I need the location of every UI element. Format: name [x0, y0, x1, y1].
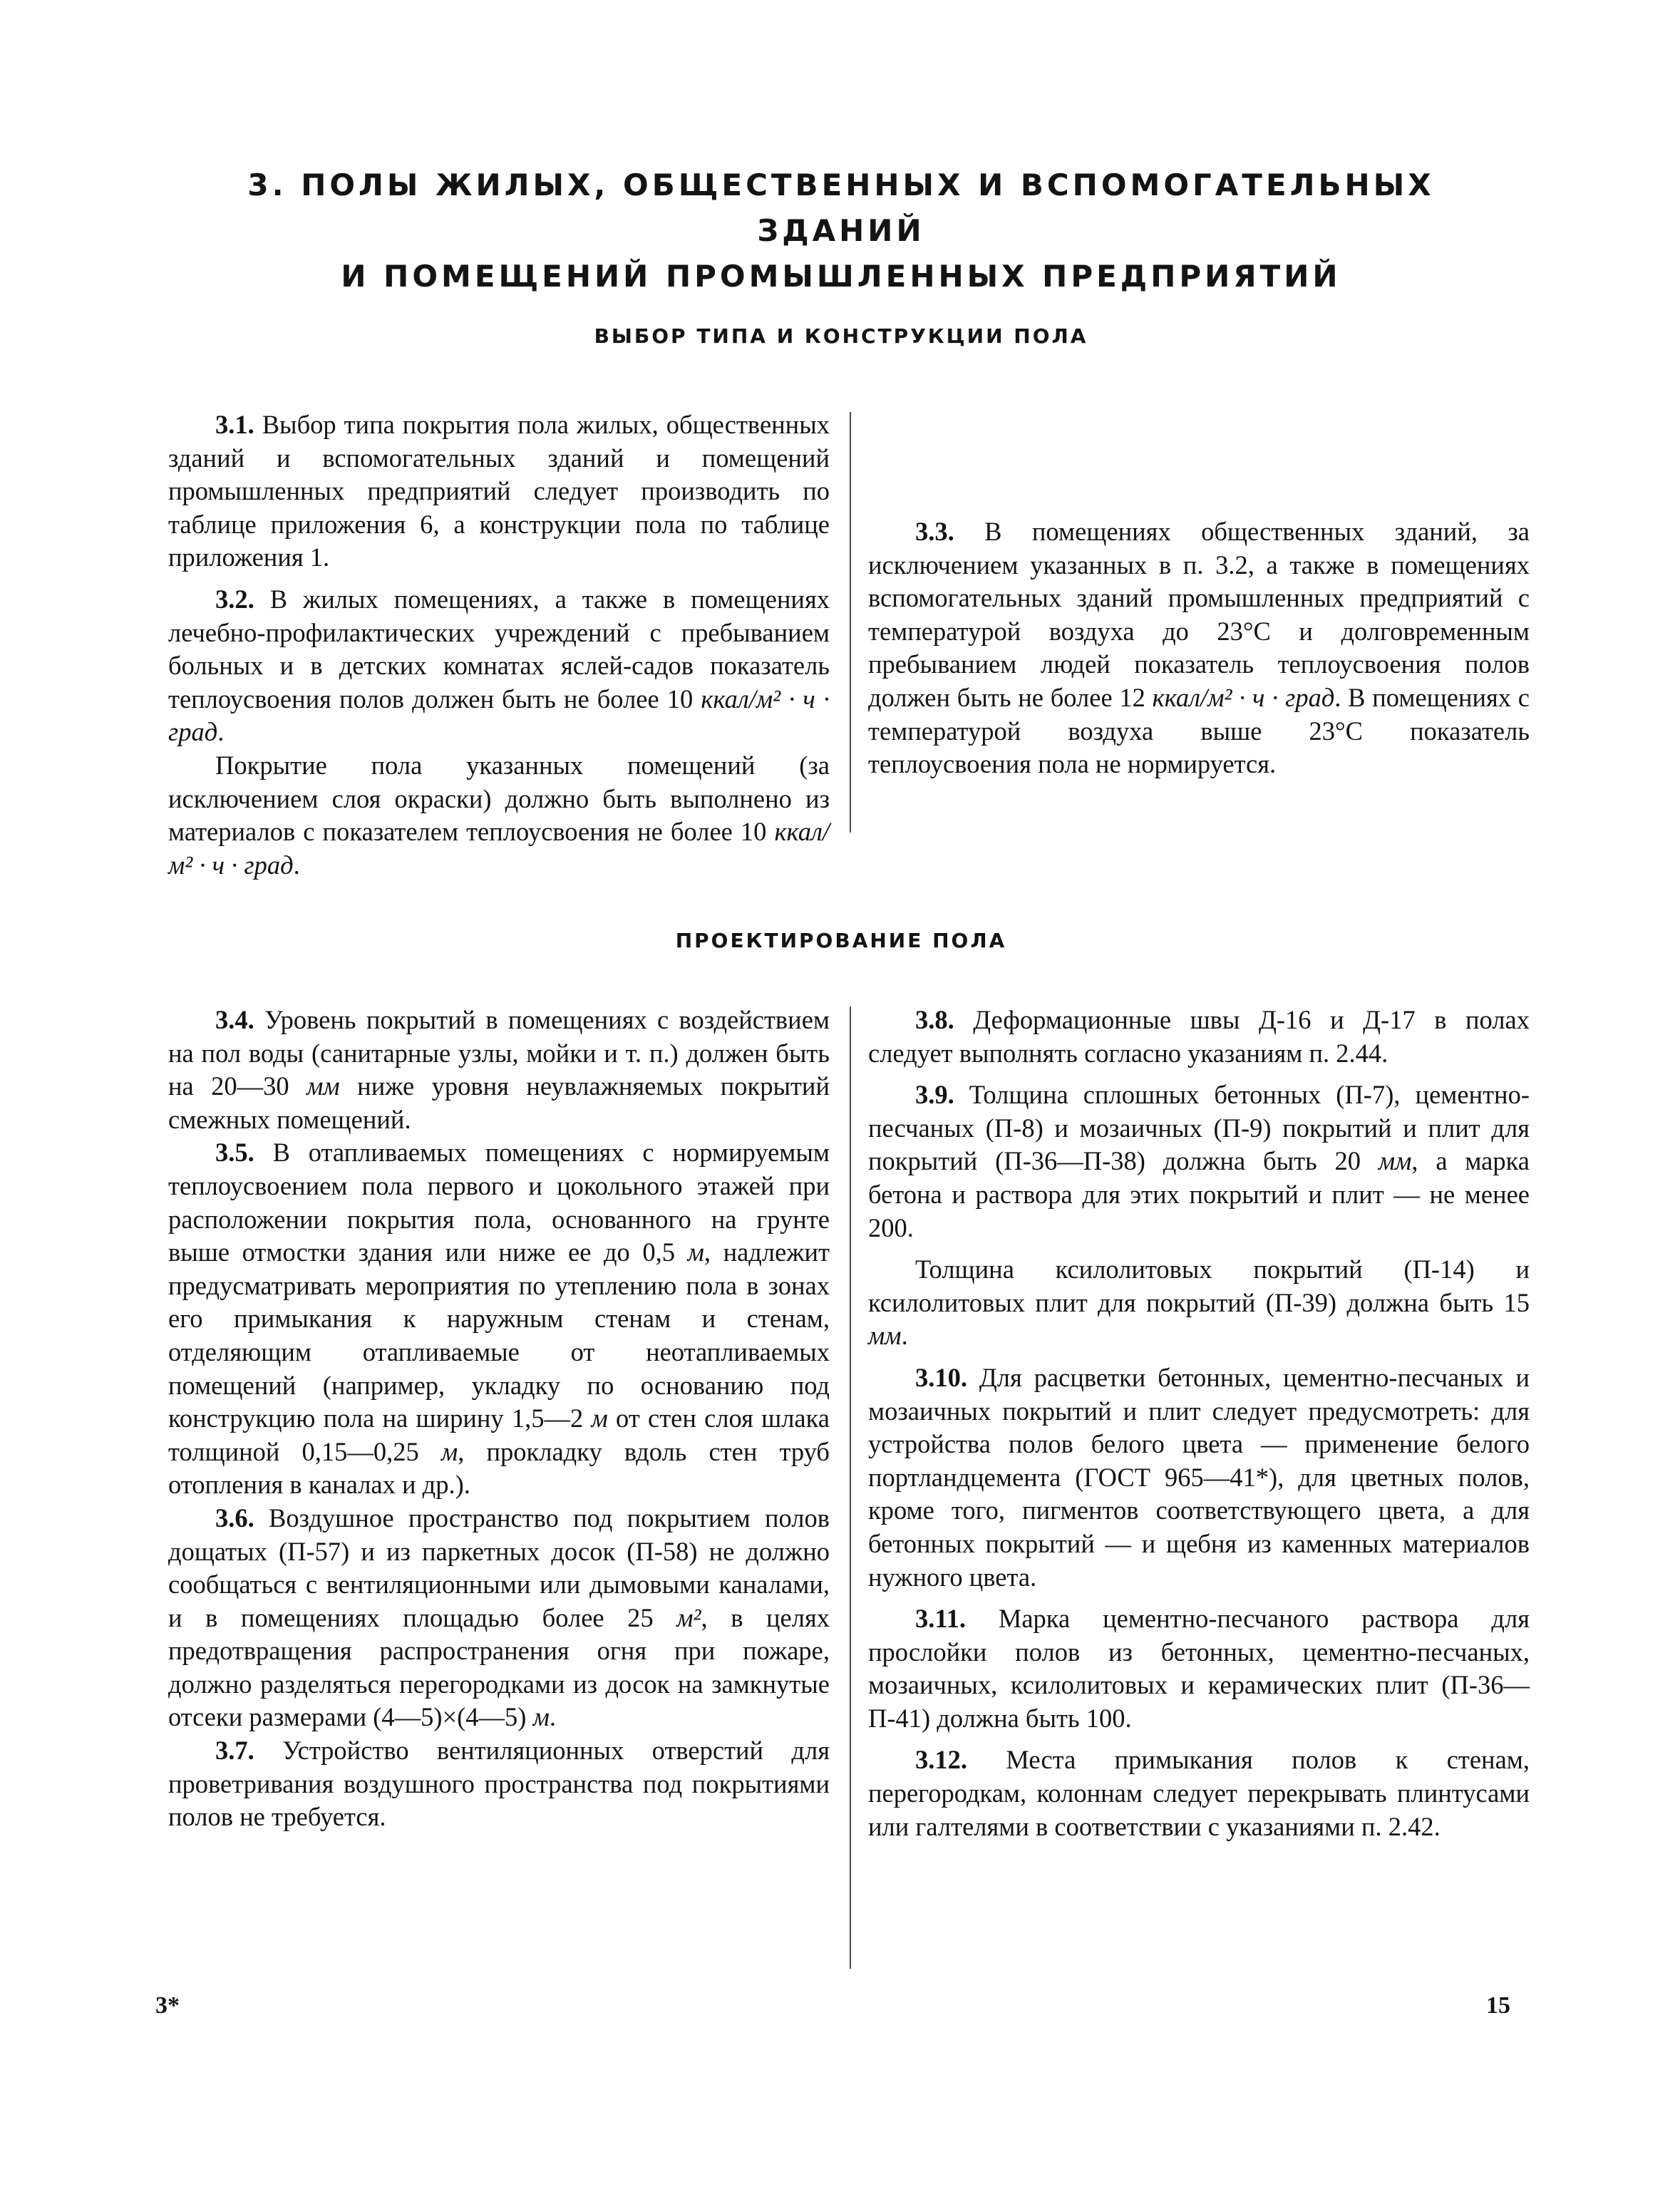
unit: мм	[306, 1071, 340, 1101]
paragraph-3-6: 3.6. Воздушное пространство под покрытием полов дощатых (П-57) и из паркетных досок (П-58) не должно сообщаться с вентиляционными или дымовыми каналами, и в помещениях площадью более 25 м², в целях предотвращения распространения огня при пожаре, должно разделяться перегородками из досок на замкнутые отсеки размерами (4—5)×(4—5) м.	[168, 1503, 830, 1732]
paragraph-3-11	[868, 1602, 1530, 1735]
chapter-title-line-2: И ПОМЕЩЕНИЙ ПРОМЫШЛЕННЫХ ПРЕДПРИЯТИЙ	[341, 259, 1341, 294]
paragraph-text: В помещениях общественных зданий, за исключением указанных в п. 3.2, а также в помещениях вспомогательных зданий промышленных предприятий с температурой воздуха до 23°С и долговременным пребыванием людей показатель теплоусвоения полов должен быть не более 12	[868, 517, 1530, 712]
paragraph-3-2-continued: Покрытие пола указанных помещений (за исключением слоя окраски) должно быть выполнено из материалов с показателем теплоусвоения не более 10 ккал/м² · ч · град.	[168, 750, 830, 880]
paragraph-3-5: 3.5. В отапливаемых помещениях с нормируемым теплоусвоением пола первого и цокольного этажей при расположении покрытия пола, основанного на грунте выше отмостки здания или ниже ее до 0,5 м, надлежит предусматривать мероприятия по утеплению пола в зонах его примыкания к наружным стенам и стенам, отделяющим отапливаемые от неотапливаемых помещений (например, укладку по основанию под конструкцию пола на ширину 1,5—2 м от стен слоя шлака толщиной 0,15—0,25 м, прокладку вдоль стен труб отопления в каналах и др.).	[168, 1138, 830, 1500]
section1-left-column	[168, 408, 830, 882]
paragraph-3-1	[168, 408, 830, 575]
unit: м	[532, 1702, 550, 1732]
paragraph-number: 3.11.	[915, 1604, 966, 1634]
paragraph-text: Покрытие пола указанных помещений (за исключением слоя окраски) должно быть выполнено из материалов с показателем теплоусвоения не более 10	[168, 750, 830, 847]
unit: м	[591, 1403, 608, 1433]
paragraph-3-8	[868, 1004, 1530, 1070]
paragraph-number: 3.4.	[215, 1005, 254, 1034]
paragraph-text: Толщина сплошных бетонных (П-7), цементно-песчаных (П-8) и мозаичных (П-9) покрытий и плит для покрытий (П-36—П-38) должна быть 20	[868, 1080, 1530, 1176]
paragraph-text: Для расцветки бетонных, цементно-песчаных и мозаичных покрытий и плит следует предусмотреть: для устройства полов белого цвета — применение белого портландцемента (ГОСТ 965—41*), для цветных полов, кроме того, пигментов соответствующего цвета, а для бетонных покрытий — и щебня из каменных материалов нужного цвета.	[868, 1362, 1530, 1592]
paragraph-number: 3.10.	[915, 1362, 967, 1392]
unit: мм	[868, 1321, 902, 1351]
paragraph-3-9-continued: Толщина ксилолитовых покрытий (П-14) и ксилолитовых плит для покрытий (П-39) должна быть 15 мм.	[868, 1255, 1530, 1351]
paragraph-3-12	[868, 1744, 1530, 1843]
paragraph-text: Места примыкания полов к стенам, перегородкам, колоннам следует перекрывать плинтусами или галтелями в соответствии с указаниями п. 2.42.	[868, 1745, 1530, 1841]
unit: м²	[676, 1602, 701, 1632]
paragraph-number: 3.7.	[215, 1736, 254, 1766]
chapter-title-line-1: 3. ПОЛЫ ЖИЛЫХ, ОБЩЕСТВЕННЫХ И ВСПОМОГАТЕЛЬНЫХ ЗДАНИЙ	[247, 168, 1435, 248]
paragraph-number: 3.8.	[915, 1005, 954, 1034]
paragraph-number: 3.2.	[215, 584, 254, 614]
paragraph-3-7	[168, 1734, 830, 1834]
chapter-title	[235, 163, 1447, 299]
paragraph-number: 3.5.	[215, 1138, 254, 1168]
page-number: 15	[1486, 1992, 1510, 2019]
paragraph-number: 3.3.	[915, 517, 954, 546]
paragraph-3-2: 3.2. В жилых помещениях, а также в помещениях лечебно-профилактических учреждений с пребыванием больных и в детских комнатах яслей-садов показатель теплоусвоения полов должен быть не более 10 ккал/м² · ч · град.	[168, 584, 830, 747]
section-title-design: ПРОЕКТИРОВАНИЕ ПОЛА	[675, 929, 1007, 952]
paragraph-3-10	[868, 1361, 1530, 1594]
unit: ккал/м² · ч · град	[168, 817, 830, 880]
unit: м	[440, 1436, 458, 1466]
paragraph-number: 3.6.	[215, 1503, 254, 1533]
unit: мм	[1378, 1146, 1412, 1176]
section2-right-column	[868, 1004, 1530, 1843]
section2-left-column	[168, 1004, 830, 1834]
unit: ккал/м² · ч · град	[168, 684, 830, 747]
unit: ккал/м² · ч · град	[1152, 682, 1335, 712]
column-divider	[850, 412, 851, 833]
paragraph-text: В жилых помещениях, а также в помещениях лечебно-профилактических учреждений с пребыванием больных и в детских комнатах яслей-садов показатель теплоусвоения полов должен быть не более 10	[168, 584, 830, 714]
column-divider	[850, 1006, 851, 1969]
paragraph-number: 3.1.	[215, 410, 254, 439]
paragraph-3-4: 3.4. Уровень покрытий в помещениях с воздействием на пол воды (санитарные узлы, мойки и т. п.) должен быть на 20—30 мм ниже уровня неувлажняемых покрытий смежных помещений.	[168, 1005, 830, 1134]
paragraph-text: Устройство вентиляционных отверстий для проветривания воздушного пространства под покрытиями полов не требуется.	[168, 1736, 830, 1832]
section1-right-column	[868, 408, 1530, 781]
paragraph-text: Марка цементно-песчаного раствора для прослойки полов из бетонных, цементно-песчаных, мозаичных, ксилолитовых и керамических плит (П-36—П-41) должна быть 100.	[868, 1604, 1530, 1733]
unit: м	[687, 1237, 704, 1267]
paragraph-text: Выбор типа покрытия пола жилых, общественных зданий и вспомогательных зданий и помещений промышленных предприятий следует производить по таблице приложения 6, а конструкции пола по таблице приложения 1.	[168, 410, 830, 572]
paragraph-number: 3.12.	[915, 1745, 967, 1775]
paragraph-number: 3.9.	[915, 1080, 954, 1110]
section-title-choice: ВЫБОР ТИПА И КОНСТРУКЦИИ ПОЛА	[594, 324, 1088, 348]
paragraph-text: Деформационные швы Д-16 и Д-17 в полах следует выполнять согласно указаниям п. 2.44.	[868, 1005, 1530, 1068]
paragraph-text: Уровень покрытий в помещениях с воздействием на пол воды (санитарные узлы, мойки и т. п.) должен быть на 20—30	[168, 1005, 830, 1101]
paragraph-3-3: 3.3. В помещениях общественных зданий, за исключением указанных в п. 3.2, а также в помещениях вспомогательных зданий промышленных предприятий с температурой воздуха до 23°С и долговременным пребыванием людей показатель теплоусвоения полов должен быть не более 12 ккал/м² · ч · град. В помещениях с температурой воздуха выше 23°С показатель теплоусвоения пола не нормируется.	[868, 517, 1530, 779]
signature-mark: 3*	[155, 1992, 180, 2019]
paragraph-3-9: 3.9. Толщина сплошных бетонных (П-7), цементно-песчаных (П-8) и мозаичных (П-9) покрытий и плит для покрытий (П-36—П-38) должна быть 20 мм, а марка бетона и раствора для этих покрытий и плит — не менее 200.	[868, 1080, 1530, 1242]
paragraph-text: Толщина ксилолитовых покрытий (П-14) и ксилолитовых плит для покрытий (П-39) должна быть 15	[868, 1255, 1530, 1317]
